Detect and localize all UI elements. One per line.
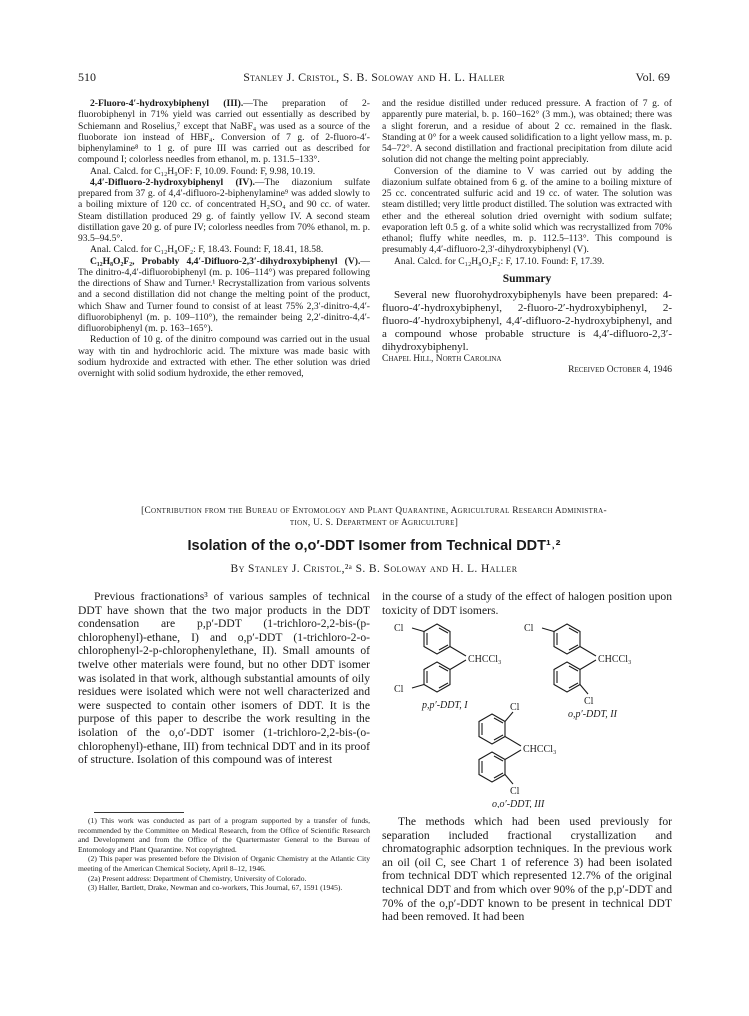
structure-pp-ddt	[412, 624, 466, 692]
chccl3-label: CHCCl₃	[598, 654, 632, 665]
chlorine-label: Cl	[524, 623, 534, 634]
footnote-rule	[94, 812, 184, 813]
chlorine-label: Cl	[510, 786, 520, 797]
article-byline: By Stanley J. Cristol,²ᵃ S. B. Soloway and H. L. Haller	[230, 563, 518, 575]
chlorine-label: Cl	[394, 623, 404, 634]
article-column-left	[78, 590, 370, 767]
paragraph: and the residue distilled under reduced pressure. A fraction of 7 g. of apparently pure material, b. p. 160–162° (3 mm.), was obtained; there was a slight forerun, and a residue of about 2 cc. remained in the flask. Standing at 0° for a week caused solidification to a light yellow mass, m. p. 54–72°. A second distillation and fractional precipitation from dilute acid solution did not change the melting point appreciably.	[382, 98, 672, 166]
section-heading: 2-Fluoro-4′-hydroxybiphenyl (III).	[90, 98, 244, 109]
footnote: (2) This paper was presented before the Division of Organic Chemistry at the Atlantic City meeting of the American Chemical Society, April 8–12, 1946.	[78, 854, 370, 873]
chlorine-label: Cl	[584, 696, 594, 707]
analysis-line: Anal. Calcd. for C₁₂H₉OF: F, 10.09. Found: F, 9.98, 10.19.	[90, 165, 316, 177]
section-heading: C₁₂H₈O₂F₂, Probably 4,4′-Difluoro-2,3′-dihydroxybiphenyl (V).	[90, 255, 361, 267]
article-title: Isolation of the o,o′-DDT Isomer from Technical DDT¹˒²	[187, 538, 561, 554]
chlorine-label: Cl	[394, 684, 404, 695]
page-number: 510	[78, 70, 96, 84]
analysis-line: Anal. Calcd. for C₁₂H₈O₂F₂: F, 17.10. Found: F, 17.39.	[394, 255, 605, 267]
footnote: (2a) Present address: Department of Chemistry, University of Colorado.	[88, 873, 307, 883]
prev-article-column-right	[382, 98, 672, 377]
received-date: Received October 4, 1946	[568, 365, 672, 376]
structure-label-II: o,p′-DDT, II	[568, 709, 617, 720]
footnotes	[78, 812, 370, 893]
paragraph: in the course of a study of the effect of halogen position upon toxicity of DDT isomers.	[382, 590, 672, 617]
article-column-right-continued	[382, 815, 672, 924]
analysis-line: Anal. Calcd. for C₁₂H₈OF₂: F, 18.43. Found: F, 18.41, 18.58.	[90, 244, 324, 256]
footnote: (3) Haller, Bartlett, Drake, Newman and co-workers, This Journal, 67, 1591 (1945).	[88, 883, 343, 893]
paragraph: —The diazonium sulfate prepared from 37 g. of 4,4′-difluoro-2-biphenylamine⁹ was added slowly to a boiling mixture of 120 cc. of concentrated H₂SO₄ and 90 cc. of water. Steam distillation produced 29 g. of faintly yellow IV. A second steam distillation gave 20 g. of pure IV; colorless needles from 70% ethanol, m. p. 93.5–94.5°.	[78, 176, 370, 244]
footnote: (1) This work was conducted as part of a program supported by a transfer of funds, recommended by the Committee on Medical Research, from the Office of Scientific Research and Development and from the Office of the Quartermaster General to the Bureau of Entomology and Plant Quarantine. Not copyrighted.	[78, 816, 370, 854]
volume-number: Vol. 69	[635, 70, 670, 84]
structure-op-ddt	[542, 624, 596, 694]
contribution-line: tion, U. S. Department of Agriculture]	[289, 518, 459, 528]
paragraph: The methods which had been used previously for separation included fractional crystallization and chromatographic adsorption techniques. In the previous work an oil (oil C, see Chart 1 of reference 3) had been isolated from technical DDT which represented 12.7% of the original technical DDT and from which over 90% of the p,p′-DDT and 70% of the o,p′-DDT known to be present in technical DDT had been removed. It had been	[382, 815, 672, 924]
structure-label-I: p,p′-DDT, I	[422, 700, 468, 711]
contribution-line: [Contribution from the Bureau of Entomology and Plant Quarantine, Agricultural Research Administra-	[141, 506, 607, 516]
paragraph: —The preparation of 2-fluorobiphenyl in 71% yield was carried out essentially as described by Schiemann and Roselius,⁷ except that NaBF₄ was used as a source of the fluoborate ion instead of HBF₄. Conversion of 7 g. of 2-fluoro-4′-biphenylamine⁸ to 1 g. of pure III was carried out as described for compound I; colorless needles from ethanol, m. p. 131.5–133°.	[78, 98, 370, 166]
paragraph: Conversion of the diamine to V was carried out by adding the diazonium sulfate obtained from 6 g. of the amine to a boiling mixture of 25 cc. concentrated sulfuric acid and 19 cc. of water. The solution was steam distilled; very little product distilled. The solution was extracted with ether and the ethereal solution dried overnight with sodium sulfate; evaporation left 0.5 g. of a white solid which was recrystallized from 70% ethanol; fluffy white needles, m. p. 112.5–113°. This compound is presumably 4,4′-difluoro-2,3′-dihydroxybiphenyl (V).	[382, 165, 672, 256]
paragraph: Reduction of 10 g. of the dinitro compound was carried out in the usual way with tin and hydrochloric acid. The mixture was made basic with sodium hydroxide and extracted with ether. The ether solution was dried overnight with solid sodium hydroxide, the ether removed,	[78, 334, 370, 379]
article-column-right	[382, 590, 672, 617]
chccl3-label: CHCCl₃	[468, 654, 502, 665]
running-header-authors: Stanley J. Cristol, S. B. Soloway and H. L. Haller	[243, 70, 505, 84]
summary-text: Several new fluorohydroxybiphenyls have been prepared: 4-fluoro-4′-hydroxybiphenyl, 2-fluoro-2′-hydroxybiphenyl, 2-fluoro-4′-hydroxybiphenyl, 4,4′-difluoro-2-hydroxybiphenyl, and a compound whose probable structure is 4,4′-difluoro-2,3′-dihydroxybiphenyl.	[382, 289, 672, 353]
contribution-note	[78, 505, 670, 529]
paragraph: —The dinitro-4,4′-difluorobiphenyl (m. p. 106–114°) was prepared following the directions of Shaw and Turner.¹ Recrystallization from various solvents and a second distillation did not change the melting point of the product, which Shaw and Turner found to consist of at least 75% 2,3′-dinitro-4,4′-difluorobiphenyl (m. p. 109–110°), the remainder being 2,2′-dinitro-4,4′-difluorobiphenyl (m. p. 163–165°).	[78, 255, 370, 334]
chccl3-label: CHCCl₃	[523, 744, 557, 755]
chemical-structures-figure	[382, 618, 672, 808]
summary-heading: Summary	[502, 272, 552, 285]
chlorine-label: Cl	[510, 702, 520, 713]
structure-label-III: o,o′-DDT, III	[492, 799, 545, 808]
structure-oo-ddt	[479, 712, 521, 784]
affiliation-place: Chapel Hill, North Carolina	[382, 354, 502, 364]
paragraph: Previous fractionations³ of various samples of technical DDT have shown that the two major products in the DDT condensation are p,p′-DDT (1-trichloro-2,2-bis-(p-chlorophenyl)-ethane, I) and o,p′-DDT (1-trichloro-2-o-chlorophenyl-2-p-chlorophenylethane, II). Small amounts of twelve other materials were found, but no other DDT isomer was isolated in that work, although substantial amounts of oily residues were isolated which were not well characterized and were suspected to contain other isomers of DDT. It is the purpose of this paper to describe the work resulting in the isolation of the o,o′-DDT isomer (1-trichloro-2,2-bis-(o-chlorophenyl)-ethane, III) from technical DDT and in its proof of structure. Isolation of this compound was of interest	[78, 590, 370, 767]
section-heading: 4,4′-Difluoro-2-hydroxybiphenyl (IV).	[90, 176, 255, 188]
prev-article-column-left	[78, 98, 370, 379]
